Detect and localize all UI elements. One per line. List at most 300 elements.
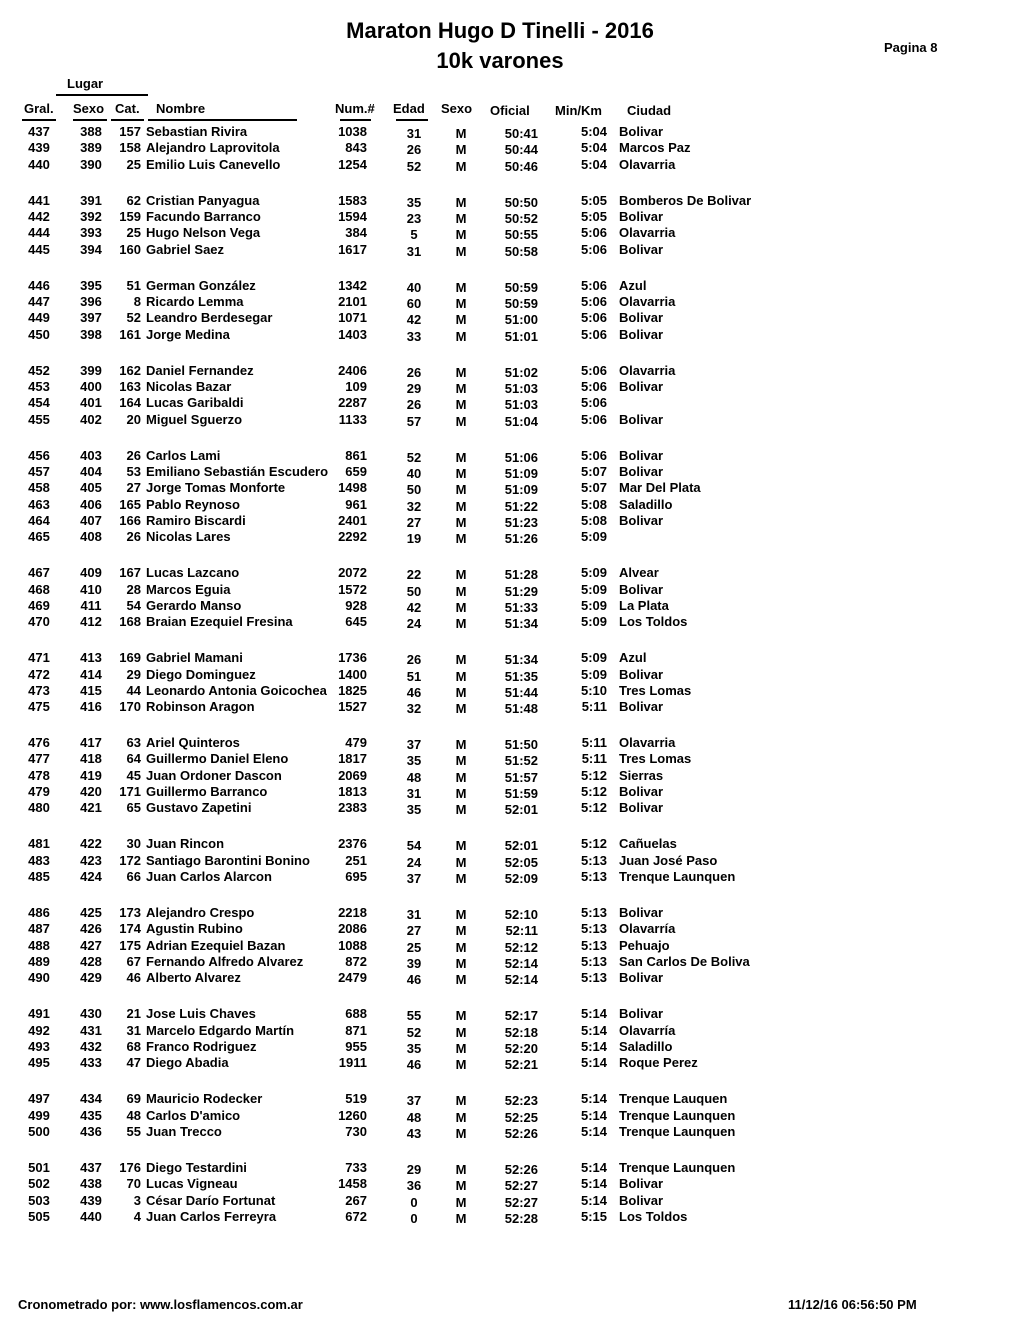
place-category: 46 (126, 970, 141, 986)
place-overall: 481 (28, 836, 50, 852)
sex: M (455, 380, 467, 396)
place-category: 162 (119, 362, 141, 378)
runner-name: Robinson Aragon (146, 699, 255, 715)
place-overall: 456 (28, 447, 50, 463)
bib-number: 2376 (338, 836, 367, 852)
official-time: 50:41 (504, 126, 538, 141)
age: 29 (406, 1162, 422, 1178)
table-row (0, 1193, 1024, 1209)
age: 35 (406, 1041, 422, 1057)
pace: 5:06 (580, 225, 607, 241)
age: 32 (406, 701, 422, 717)
underline-nombre (148, 119, 297, 121)
pace: 5:14 (580, 1124, 607, 1140)
place-category: 53 (126, 463, 141, 479)
place-category: 28 (126, 581, 141, 597)
bib-number: 1572 (338, 581, 367, 597)
sex: M (455, 449, 467, 465)
pace: 5:13 (580, 852, 607, 868)
table-row (0, 310, 1024, 326)
table-row (0, 699, 1024, 715)
pace: 5:12 (580, 784, 607, 800)
place-overall: 469 (28, 597, 50, 613)
official-time: 50:52 (504, 210, 538, 226)
place-category: 159 (119, 208, 141, 224)
pace: 5:14 (580, 1192, 607, 1208)
place-sex: 418 (80, 751, 102, 767)
sex: M (455, 652, 467, 668)
sex: M (455, 769, 467, 785)
sex: M (455, 1008, 467, 1024)
city: Olavarria (619, 293, 676, 309)
official-time: 51:04 (504, 413, 538, 429)
official-time: 51:44 (504, 684, 538, 700)
place-sex: 433 (80, 1055, 102, 1071)
age: 52 (406, 158, 422, 174)
place-sex: 399 (80, 362, 102, 378)
table-row (0, 853, 1024, 869)
bib-number: 2292 (338, 529, 367, 545)
bib-number: 1458 (338, 1176, 367, 1192)
table-row (0, 1091, 1024, 1107)
bib-number: 928 (345, 597, 367, 613)
table-row (0, 1108, 1024, 1124)
official-time: 51:06 (504, 449, 538, 465)
city: Alvear (619, 565, 659, 581)
city: Saladillo (619, 1039, 673, 1055)
runner-name: Agustin Rubino (146, 921, 243, 937)
runner-name: César Darío Fortunat (146, 1192, 276, 1208)
place-overall: 468 (28, 581, 50, 597)
city: Tres Lomas (619, 751, 692, 767)
place-overall: 473 (28, 682, 50, 698)
place-sex: 406 (80, 496, 102, 512)
runner-name: Ramiro Biscardi (146, 512, 246, 528)
bib-number: 2101 (338, 293, 367, 309)
city: Trenque Launquen (619, 1124, 736, 1140)
place-sex: 417 (80, 735, 102, 751)
place-sex: 432 (80, 1039, 102, 1055)
table-row (0, 395, 1024, 411)
bib-number: 843 (345, 140, 367, 156)
place-sex: 428 (80, 954, 102, 970)
age: 46 (406, 684, 422, 700)
sex: M (455, 684, 467, 700)
place-category: 45 (126, 767, 141, 783)
bib-number: 659 (345, 463, 367, 479)
age: 42 (406, 312, 422, 328)
place-category: 163 (119, 378, 141, 394)
sex: M (455, 514, 467, 530)
bib-number: 1400 (338, 666, 367, 682)
header-sexo: Sexo (73, 101, 105, 116)
city: Bolivar (619, 970, 664, 986)
place-overall: 445 (28, 241, 50, 257)
header-edad: Edad (393, 101, 425, 116)
table-row (0, 140, 1024, 156)
age: 26 (406, 652, 422, 668)
pace: 5:11 (581, 699, 607, 715)
place-category: 176 (119, 1160, 141, 1176)
sex: M (455, 1041, 467, 1057)
table-row (0, 497, 1024, 513)
city: San Carlos De Boliva (619, 954, 750, 970)
bib-number: 1260 (338, 1107, 367, 1123)
runner-name: Alejandro Crespo (146, 905, 255, 921)
city: Olavarria (619, 735, 676, 751)
city: Bolivar (619, 411, 664, 427)
place-sex: 393 (80, 225, 102, 241)
place-sex: 409 (80, 565, 102, 581)
official-time: 51:57 (504, 769, 538, 785)
place-category: 160 (119, 241, 141, 257)
official-time: 52:01 (504, 802, 538, 818)
place-overall: 475 (28, 699, 50, 715)
age: 35 (406, 802, 422, 818)
runner-name: Braian Ezequiel Fresina (146, 614, 293, 630)
table-row (0, 412, 1024, 428)
place-category: 67 (126, 954, 141, 970)
place-category: 29 (126, 666, 141, 682)
age: 27 (406, 514, 422, 530)
pace: 5:12 (580, 800, 607, 816)
pace: 5:05 (580, 192, 607, 208)
table-row (0, 938, 1024, 954)
place-sex: 438 (80, 1176, 102, 1192)
age: 0 (410, 1194, 418, 1210)
runner-name: Santiago Barontini Bonino (146, 852, 310, 868)
underline-edad (396, 119, 428, 121)
table-row (0, 970, 1024, 986)
place-category: 20 (126, 411, 141, 427)
age: 19 (406, 531, 422, 547)
place-category: 55 (126, 1124, 141, 1140)
runner-name: Jose Luis Chaves (146, 1006, 256, 1022)
place-sex: 434 (80, 1091, 102, 1107)
bib-number: 2401 (338, 512, 367, 528)
city: Trenque Launquen (619, 1107, 736, 1123)
official-time: 51:28 (504, 567, 538, 583)
place-overall: 446 (28, 277, 50, 293)
official-time: 50:59 (504, 279, 538, 295)
age: 37 (406, 737, 422, 753)
place-category: 52 (126, 310, 141, 326)
sex: M (455, 1162, 467, 1178)
place-sex: 392 (80, 208, 102, 224)
bib-number: 2072 (338, 565, 367, 581)
pace: 5:04 (580, 140, 607, 156)
table-row (0, 448, 1024, 464)
table-row (0, 529, 1024, 545)
sex: M (455, 786, 467, 802)
runner-name: Lucas Vigneau (146, 1176, 238, 1192)
place-category: 31 (126, 1022, 141, 1038)
runner-name: Diego Testardini (146, 1160, 247, 1176)
table-row (0, 294, 1024, 310)
age: 0 (410, 1211, 418, 1226)
official-time: 51:34 (504, 616, 538, 632)
city: Olavarría (619, 921, 676, 937)
city: Olavarría (619, 1022, 676, 1038)
pace: 5:14 (580, 1006, 607, 1022)
city: Cañuelas (619, 836, 677, 852)
place-category: 21 (126, 1006, 141, 1022)
place-category: 63 (126, 735, 141, 751)
bib-number: 1736 (338, 650, 367, 666)
official-time: 51:26 (504, 531, 538, 547)
official-time: 52:20 (504, 1041, 538, 1057)
table-row (0, 327, 1024, 343)
place-sex: 420 (80, 784, 102, 800)
place-sex: 408 (80, 529, 102, 545)
place-overall: 480 (28, 800, 50, 816)
place-category: 48 (126, 1107, 141, 1123)
age: 39 (406, 956, 422, 972)
city: La Plata (619, 597, 669, 613)
bib-number: 1342 (338, 277, 367, 293)
table-row (0, 768, 1024, 784)
city: Bolivar (619, 784, 664, 800)
sex: M (455, 126, 467, 141)
bib-number: 1817 (338, 751, 367, 767)
place-overall: 447 (28, 293, 50, 309)
city: Olavarria (619, 225, 676, 241)
table-row (0, 921, 1024, 937)
place-overall: 493 (28, 1039, 50, 1055)
city: Bolivar (619, 378, 664, 394)
bib-number: 251 (345, 852, 367, 868)
results-table (0, 124, 1024, 1225)
sex: M (455, 583, 467, 599)
place-sex: 435 (80, 1107, 102, 1123)
table-row (0, 598, 1024, 614)
bib-number: 2406 (338, 362, 367, 378)
header-sexo-2: Sexo (441, 101, 473, 116)
bib-number: 1617 (338, 241, 367, 257)
bib-number: 1071 (338, 310, 367, 326)
underline-sexo (73, 119, 107, 121)
header-cat: Cat. (115, 101, 140, 116)
official-time: 52:26 (504, 1126, 538, 1142)
header-gral: Gral. (24, 101, 54, 116)
sex: M (455, 243, 467, 259)
sex: M (455, 498, 467, 514)
age: 50 (406, 482, 422, 498)
sex: M (455, 972, 467, 988)
table-row (0, 836, 1024, 852)
sex: M (455, 413, 467, 429)
place-sex: 422 (80, 836, 102, 852)
runner-name: Pablo Reynoso (146, 496, 240, 512)
bib-number: 872 (345, 954, 367, 970)
sex: M (455, 616, 467, 632)
runner-name: Jorge Tomas Monforte (146, 480, 286, 496)
pace: 5:13 (580, 937, 607, 953)
city: Trenque Lauquen (619, 1091, 728, 1107)
pace: 5:13 (580, 970, 607, 986)
runner-name: Adrian Ezequiel Bazan (146, 937, 286, 953)
sex: M (455, 838, 467, 854)
place-sex: 411 (80, 597, 102, 613)
place-category: 8 (133, 293, 141, 309)
header-nombre: Nombre (156, 101, 206, 116)
age: 32 (406, 498, 422, 514)
place-sex: 437 (80, 1160, 102, 1176)
pace: 5:12 (580, 767, 607, 783)
place-sex: 425 (80, 905, 102, 921)
place-overall: 491 (28, 1006, 50, 1022)
official-time: 50:50 (504, 194, 538, 210)
place-overall: 471 (28, 650, 50, 666)
pace: 5:09 (580, 581, 607, 597)
runner-name: Cristian Panyagua (146, 192, 260, 208)
bib-number: 961 (345, 496, 367, 512)
sex: M (455, 142, 467, 158)
age: 46 (406, 1057, 422, 1073)
place-sex: 424 (80, 869, 102, 885)
place-sex: 414 (80, 666, 102, 682)
runner-name: Fernando Alfredo Alvarez (146, 954, 304, 970)
city: Bolivar (619, 326, 664, 342)
bib-number: 688 (345, 1006, 367, 1022)
place-category: 66 (126, 869, 141, 885)
official-time: 52:14 (504, 972, 538, 988)
bib-number: 479 (345, 735, 367, 751)
place-overall: 458 (28, 480, 50, 496)
pace: 5:11 (581, 735, 607, 751)
city: Los Toldos (619, 1209, 688, 1224)
age: 24 (406, 616, 422, 632)
pace: 5:05 (580, 208, 607, 224)
sex: M (455, 1178, 467, 1194)
sex: M (455, 567, 467, 583)
table-row (0, 1039, 1024, 1055)
table-row (0, 667, 1024, 683)
table-row (0, 1124, 1024, 1140)
place-category: 26 (126, 529, 141, 545)
runner-name: Diego Abadia (146, 1055, 229, 1071)
runner-name: Nicolas Bazar (146, 378, 232, 394)
header-ciudad: Ciudad (627, 103, 672, 118)
city: Marcos Paz (619, 140, 691, 156)
place-sex: 429 (80, 970, 102, 986)
official-time: 52:01 (504, 838, 538, 854)
runner-name: Gustavo Zapetini (146, 800, 252, 816)
pace: 5:11 (581, 751, 607, 767)
age: 29 (406, 380, 422, 396)
pace: 5:06 (580, 447, 607, 463)
official-time: 51:23 (504, 514, 538, 530)
place-category: 64 (126, 751, 141, 767)
runner-name: Guillermo Barranco (146, 784, 268, 800)
place-category: 70 (126, 1176, 141, 1192)
place-category: 170 (119, 699, 141, 715)
age: 42 (406, 599, 422, 615)
sex: M (455, 599, 467, 615)
table-row (0, 464, 1024, 480)
pace: 5:14 (580, 1091, 607, 1107)
pace: 5:09 (580, 666, 607, 682)
sex: M (455, 753, 467, 769)
runner-name: Marcos Eguia (146, 581, 231, 597)
place-category: 44 (126, 682, 141, 698)
sex: M (455, 279, 467, 295)
runner-name: Gabriel Mamani (146, 650, 243, 666)
runner-name: Ricardo Lemma (146, 293, 244, 309)
official-time: 51:50 (504, 737, 538, 753)
age: 26 (406, 397, 422, 413)
official-time: 50:58 (504, 243, 538, 259)
city: Bolivar (619, 666, 664, 682)
table-row (0, 1160, 1024, 1176)
place-category: 158 (119, 140, 141, 156)
sex: M (455, 923, 467, 939)
age: 60 (406, 295, 422, 311)
place-sex: 395 (80, 277, 102, 293)
sex: M (455, 1024, 467, 1040)
pace: 5:14 (580, 1055, 607, 1071)
runner-name: Marcelo Edgardo Martín (146, 1022, 295, 1038)
pace: 5:14 (580, 1107, 607, 1123)
runner-name: Lucas Lazcano (146, 565, 240, 581)
age: 35 (406, 753, 422, 769)
sex: M (455, 397, 467, 413)
city: Bolivar (619, 310, 664, 326)
official-time: 52:21 (504, 1057, 538, 1073)
bib-number: 1133 (338, 411, 367, 427)
header-num: Num.# (335, 101, 375, 116)
table-row (0, 954, 1024, 970)
table-row (0, 800, 1024, 816)
age: 23 (406, 210, 422, 226)
place-overall: 452 (28, 362, 50, 378)
runner-name: German González (146, 277, 256, 293)
place-sex: 398 (80, 326, 102, 342)
place-overall: 488 (28, 937, 50, 953)
table-row (0, 683, 1024, 699)
age: 25 (406, 939, 422, 955)
table-row (0, 614, 1024, 630)
pace: 5:12 (580, 836, 607, 852)
bib-number: 1038 (338, 124, 367, 139)
pace: 5:13 (580, 954, 607, 970)
place-overall: 450 (28, 326, 50, 342)
place-sex: 427 (80, 937, 102, 953)
table-row (0, 1176, 1024, 1192)
city: Saladillo (619, 496, 673, 512)
official-time: 52:05 (504, 854, 538, 870)
bib-number: 861 (345, 447, 367, 463)
runner-name: Facundo Barranco (146, 208, 261, 224)
table-row (0, 193, 1024, 209)
place-overall: 495 (28, 1055, 50, 1071)
place-category: 166 (119, 512, 141, 528)
place-category: 30 (126, 836, 141, 852)
age: 27 (406, 923, 422, 939)
bib-number: 2069 (338, 767, 367, 783)
place-category: 171 (119, 784, 141, 800)
table-row (0, 582, 1024, 598)
age: 31 (406, 786, 422, 802)
official-time: 51:29 (504, 583, 538, 599)
place-sex: 397 (80, 310, 102, 326)
place-overall: 490 (28, 970, 50, 986)
city: Bomberos De Bolivar (619, 192, 752, 208)
age: 31 (406, 243, 422, 259)
place-overall: 477 (28, 751, 50, 767)
place-category: 164 (119, 395, 141, 411)
city: Bolivar (619, 512, 664, 528)
